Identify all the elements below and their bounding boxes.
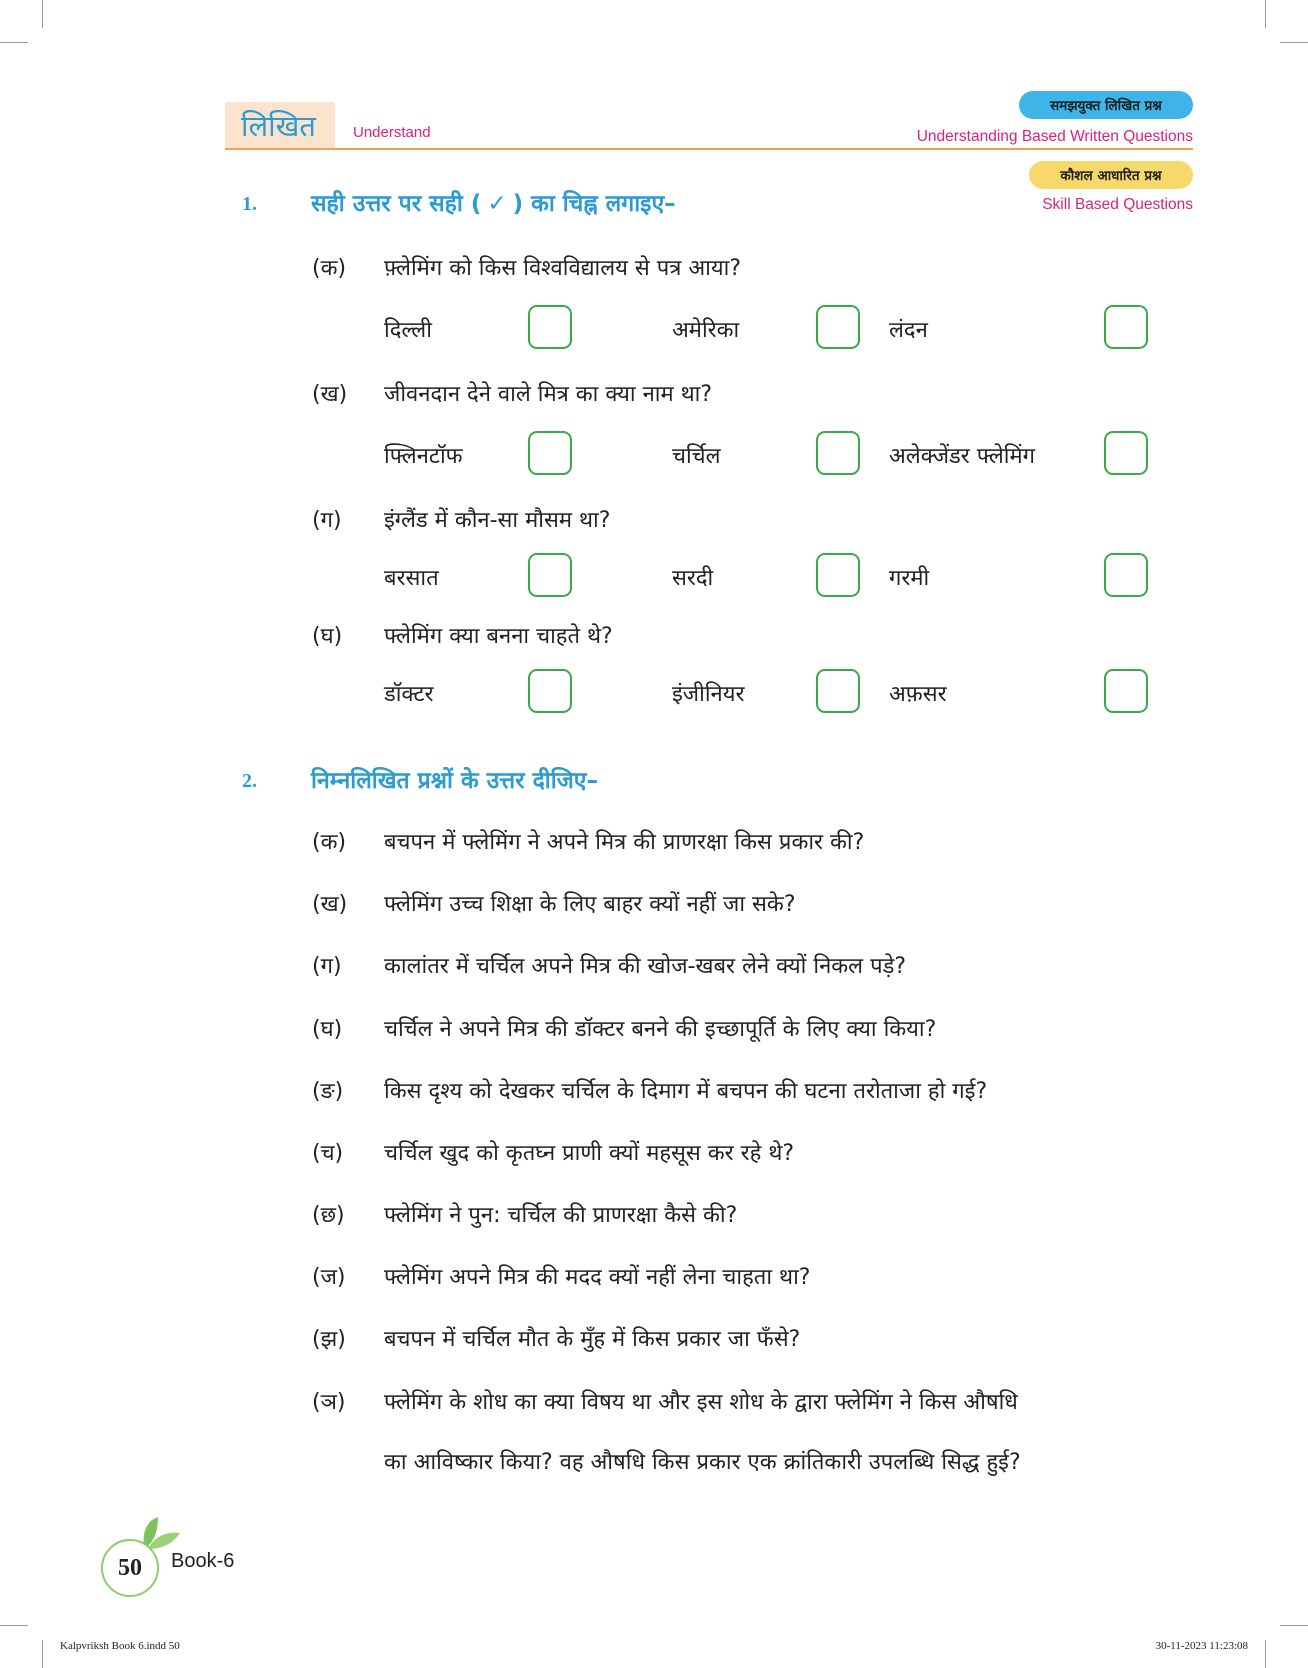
crop-mark bbox=[1280, 42, 1308, 43]
option-checkbox[interactable] bbox=[528, 669, 572, 713]
option-checkbox[interactable] bbox=[528, 553, 572, 597]
option-checkbox[interactable] bbox=[528, 305, 572, 349]
item-label: (ञ) bbox=[312, 1390, 346, 1415]
option-label: अफ़सर bbox=[889, 682, 947, 707]
item-label: (ङ) bbox=[312, 1079, 344, 1104]
item-question: फ्लेमिंग के शोध का क्या विषय था और इस शोध के द्वारा फ्लेमिंग ने किस औषधि bbox=[384, 1390, 1018, 1415]
item-label: (ज) bbox=[312, 1265, 346, 1290]
badge-skill-caption: Skill Based Questions bbox=[1042, 196, 1193, 213]
question-number: 2. bbox=[242, 770, 257, 792]
item-label: (क) bbox=[312, 256, 347, 281]
option-checkbox[interactable] bbox=[816, 305, 860, 349]
item-question: कालांतर में चर्चिल अपने मित्र की खोज-खबर लेने क्यों निकल पड़े? bbox=[384, 954, 907, 979]
heading-text: सही उत्तर पर सही ( bbox=[311, 191, 482, 217]
option-checkbox[interactable] bbox=[528, 431, 572, 475]
tick-icon: ✓ bbox=[487, 191, 507, 217]
item-label: (च) bbox=[312, 1141, 344, 1166]
crop-mark bbox=[0, 1625, 28, 1626]
option-label: अमेरिका bbox=[672, 318, 740, 343]
badge-understanding-caption: Understanding Based Written Questions bbox=[916, 128, 1193, 145]
print-slug-left: Kalpvriksh Book 6.indd 50 bbox=[60, 1640, 180, 1652]
section-subtitle: Understand bbox=[353, 124, 431, 141]
item-label: (ख) bbox=[312, 382, 348, 407]
option-label: डॉक्टर bbox=[384, 682, 434, 707]
option-label: अलेक्जेंडर फ्लेमिंग bbox=[889, 444, 1036, 469]
option-label: दिल्ली bbox=[384, 318, 432, 343]
item-question: जीवनदान देने वाले मित्र का क्या नाम था? bbox=[384, 382, 713, 407]
option-label: चर्चिल bbox=[672, 444, 721, 469]
item-question: इंग्लैंड में कौन-सा मौसम था? bbox=[384, 508, 611, 533]
item-label: (घ) bbox=[312, 624, 343, 649]
item-question-continued: का आविष्कार किया? वह औषधि किस प्रकार एक क्रांतिकारी उपलब्धि सिद्ध हुई? bbox=[384, 1450, 1021, 1475]
option-label: फ्लिनटॉफ bbox=[384, 444, 463, 469]
crop-mark bbox=[1265, 0, 1266, 28]
book-label: Book-6 bbox=[171, 1550, 235, 1572]
option-checkbox[interactable] bbox=[1104, 669, 1148, 713]
option-checkbox[interactable] bbox=[1104, 431, 1148, 475]
item-question: चर्चिल खुद को कृतघ्न प्राणी क्यों महसूस कर रहे थे? bbox=[384, 1141, 795, 1166]
item-label: (ग) bbox=[312, 954, 342, 979]
crop-mark bbox=[42, 0, 43, 28]
option-label: लंदन bbox=[889, 318, 928, 343]
item-question: किस दृश्य को देखकर चर्चिल के दिमाग में बचपन की घटना तरोताजा हो गई? bbox=[384, 1079, 988, 1104]
item-question: फ्लेमिंग ने पुन: चर्चिल की प्राणरक्षा कैसे की? bbox=[384, 1203, 738, 1228]
option-checkbox[interactable] bbox=[1104, 305, 1148, 349]
option-label: इंजीनियर bbox=[672, 682, 745, 707]
option-label: बरसात bbox=[384, 566, 439, 591]
option-checkbox[interactable] bbox=[816, 669, 860, 713]
item-question: फ्लेमिंग क्या बनना चाहते थे? bbox=[384, 624, 613, 649]
page-number: 50 bbox=[101, 1539, 159, 1597]
item-question: चर्चिल ने अपने मित्र की डॉक्टर बनने की इच्छापूर्ति के लिए क्या किया? bbox=[384, 1017, 937, 1042]
item-label: (छ) bbox=[312, 1203, 345, 1228]
crop-mark bbox=[1280, 1625, 1308, 1626]
section-title: लिखित bbox=[241, 109, 316, 143]
item-label: (ख) bbox=[312, 892, 348, 917]
crop-mark bbox=[42, 1640, 43, 1668]
item-label: (क) bbox=[312, 830, 347, 855]
option-checkbox[interactable] bbox=[816, 553, 860, 597]
crop-mark bbox=[1265, 1640, 1266, 1668]
crop-mark bbox=[0, 42, 28, 43]
item-question: फ़्लेमिंग को किस विश्वविद्यालय से पत्र आया? bbox=[384, 256, 742, 281]
question-heading: निम्नलिखित प्रश्नों के उत्तर दीजिए– bbox=[311, 768, 598, 794]
item-question: बचपन में चर्चिल मौत के मुँह में किस प्रकार जा फँसे? bbox=[384, 1327, 801, 1352]
item-question: फ्लेमिंग उच्च शिक्षा के लिए बाहर क्यों नहीं जा सके? bbox=[384, 892, 796, 917]
question-number: 1. bbox=[242, 193, 257, 215]
item-question: फ्लेमिंग अपने मित्र की मदद क्यों नहीं लेना चाहता था? bbox=[384, 1265, 811, 1290]
badge-skill: कौशल आधारित प्रश्न bbox=[1029, 161, 1193, 189]
item-label: (घ) bbox=[312, 1017, 343, 1042]
item-label: (ग) bbox=[312, 508, 342, 533]
option-checkbox[interactable] bbox=[1104, 553, 1148, 597]
item-label: (झ) bbox=[312, 1327, 346, 1352]
question-heading bbox=[311, 186, 676, 218]
option-label: गरमी bbox=[889, 566, 930, 591]
header-divider bbox=[225, 148, 1193, 150]
option-label: सरदी bbox=[672, 566, 714, 591]
badge-understanding: समझयुक्त लिखित प्रश्न bbox=[1019, 91, 1193, 119]
item-question: बचपन में फ्लेमिंग ने अपने मित्र की प्राणरक्षा किस प्रकार की? bbox=[384, 830, 865, 855]
heading-text: ) का चिह्न लगाइए– bbox=[512, 191, 676, 217]
print-slug-right: 30-11-2023 11:23:08 bbox=[1155, 1640, 1248, 1652]
option-checkbox[interactable] bbox=[816, 431, 860, 475]
